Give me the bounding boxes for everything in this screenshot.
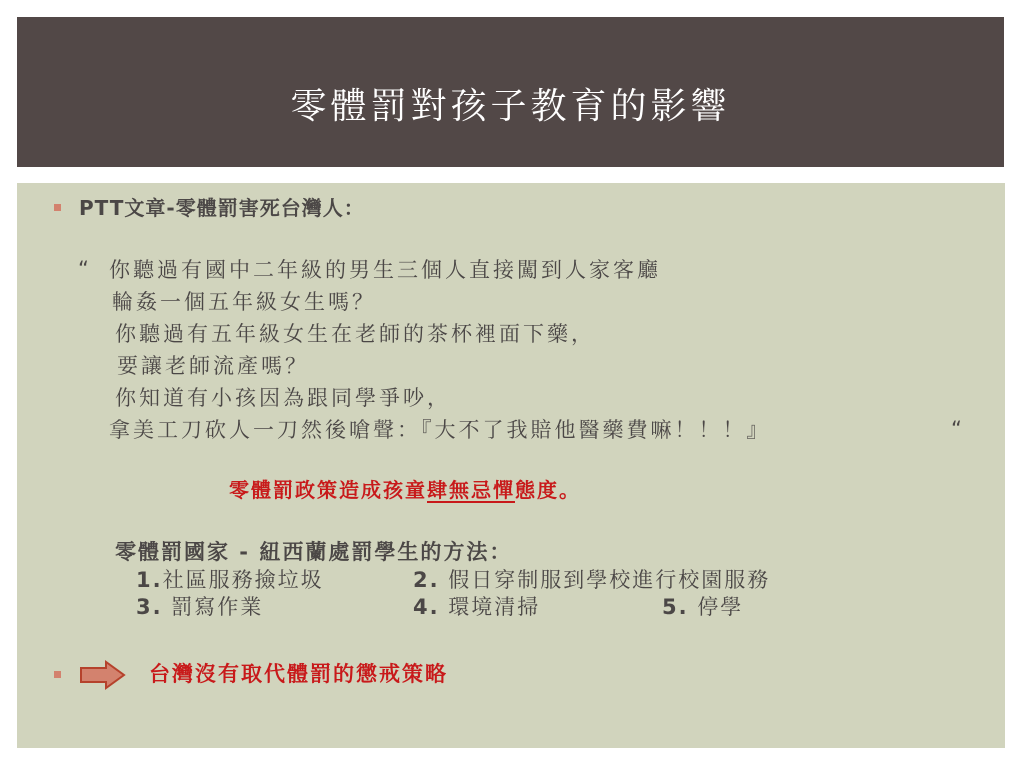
method-number: 1.: [136, 568, 163, 592]
method-number: 2.: [413, 568, 440, 592]
method-item: [413, 597, 540, 618]
method-label: 罰寫作業: [162, 595, 264, 619]
method-item: [413, 570, 770, 591]
square-bullet-icon: [54, 671, 61, 678]
right-arrow-icon: [79, 660, 127, 690]
method-label: 社區服務撿垃圾: [162, 568, 324, 592]
final-point: 台灣沒有取代體罰的懲戒策略: [149, 662, 448, 686]
method-label: 停學: [688, 595, 744, 619]
quote-line: 拿美工刀砍人一刀然後嗆聲：『大不了我賠他醫藥費嘛！！！』: [109, 418, 771, 442]
quote-line: 輪姦一個五年級女生嗎？: [112, 290, 376, 314]
square-bullet-icon: [54, 204, 61, 211]
methods-heading: 零體罰國家 - 紐西蘭處罰學生的方法：: [115, 540, 513, 564]
quote-open-mark: “: [78, 257, 92, 281]
slide-title: 零體罰對孩子教育的影響: [290, 86, 731, 127]
quote-line: 你聽過有國中二年級的男生三個人直接闖到人家客廳: [109, 258, 661, 282]
method-number: 5.: [662, 595, 689, 619]
conclusion-underlined: 肆無忌憚: [427, 478, 515, 502]
method-item: [136, 597, 263, 618]
article-heading: PTT文章-零體罰害死台灣人：: [79, 196, 365, 220]
method-item: [662, 597, 743, 618]
method-label: 環境清掃: [439, 595, 541, 619]
method-number: 4.: [413, 595, 440, 619]
quote-line: 你聽過有五年級女生在老師的茶杯裡面下藥，: [115, 322, 595, 346]
method-label: 假日穿制服到學校進行校園服務: [439, 568, 771, 592]
quote-line: 你知道有小孩因為跟同學爭吵，: [115, 386, 451, 410]
quote-line: 要讓老師流產嗎？: [117, 354, 309, 378]
quote-close-mark: “: [951, 417, 965, 441]
method-number: 3.: [136, 595, 163, 619]
content-area: [17, 183, 1005, 748]
title-bar: [17, 17, 1004, 167]
conclusion-after: 態度。: [515, 478, 581, 502]
method-item: [136, 570, 324, 591]
conclusion-before: 零體罰政策造成孩童: [229, 478, 427, 502]
conclusion-text: [229, 480, 581, 500]
